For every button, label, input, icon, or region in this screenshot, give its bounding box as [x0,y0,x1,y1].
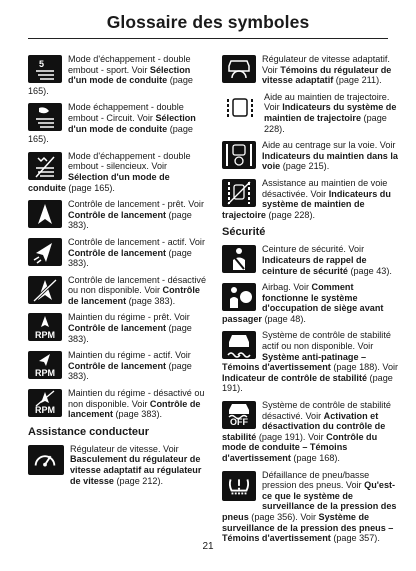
glossary-entry: 5 Mode d'échappement - double embout - sport. Voir Sélection d'un mode de conduite (page 165). [28,54,193,96]
exhaust-quiet-icon [28,152,62,180]
glossary-entry: Contrôle de lancement - prêt. Voir Contrôle de lancement (page 383). [28,199,206,231]
lane-centering-icon [222,141,256,169]
glossary-entry: Régulateur de vitesse adaptatif. Voir Témoins du régulateur de vitesse adaptatif (page 211). [222,54,402,86]
right-column [222,54,402,550]
airbag-icon [222,283,256,311]
launch-control-off-icon [28,276,62,304]
section-heading-driver-assist: Assistance conducteur [28,425,150,438]
glossary-entry: Ceinture de sécurité. Voir Indicateurs de rappel de ceinture de sécurité (page 43). [222,244,402,276]
launch-control-active-icon [28,238,62,266]
exhaust-track-icon [28,103,62,131]
page-number: 21 [202,541,214,552]
glossary-entry: Mode d'échappement - double embout - silencieux. Voir Sélection d'un mode de conduite (page 165). [28,150,191,193]
seatbelt-icon [222,245,256,273]
glossary-entry: RPM Maintien du régime - actif. Voir Contrôle de lancement (page 383). [28,350,206,382]
glossary-entry: Régulateur de vitesse. Voir Basculement du régulateur de vitesse adaptatif au régulateur de vitesse (page 212). [28,444,206,486]
lane-keeping-aid-icon [222,93,258,123]
stability-control-icon [222,331,256,359]
rpm-hold-active-icon: RPM [28,351,62,379]
glossary-entry: RPM Maintien du régime - désactivé ou non disponible. Voir Contrôle de lancement (page 383). [28,388,206,420]
cruise-control-icon [28,445,64,475]
glossary-entry: Airbag. Voir Comment fonctionne le système d'occupation de siège avant passager (page 48). [222,282,384,324]
svg-text:5: 5 [39,59,45,69]
left-column [28,54,206,492]
launch-control-ready-icon [28,200,62,228]
exhaust-sport-icon [28,55,62,83]
glossary-entry: Contrôle de lancement - actif. Voir Contrôle de lancement (page 383). [28,237,206,269]
title-rule [28,38,388,39]
glossary-entry: Assistance au maintien de voie désactivée. Voir Indicateurs du système de maintien de trajectoire (page 228). [222,177,391,220]
glossary-entry: Aide au centrage sur la voie. Voir Indicateurs du maintien dans la voie (page 215). [222,140,402,172]
glossary-entry: OFF Système de contrôle de stabilité désactivé. Voir Activation et désactivation du contrôle de stabilité (page 191). Voir Contrôle du mode de conduite – Témoins d'avertissement (page 168). [222,400,391,463]
glossary-entry: RPM Maintien du régime - prêt. Voir Contrôle de lancement (page 383). [28,312,206,344]
glossary-entry: Système de contrôle de stabilité actif ou non disponible. Voir Système anti-patinage – Témoins d'avertissement (page 188). Voir Indicateur de contrôle de stabilité (page 191). [222,330,399,394]
glossary-entry: Aide au maintien de trajectoire. Voir Indicateurs du système de maintien de trajectoire (page 228). [222,92,402,134]
glossary-entry: Défaillance de pneu/basse pression des pneus. Voir Qu'est-ce que le système de surveillance de la pression des pneus (page 356). Voir Système de surveillance de la pression des pneus – Témoins d'avertissement (page 357). [222,469,397,544]
glossary-entry: Contrôle de lancement - désactivé ou non disponible. Voir Contrôle de lancement (page 383). [28,275,206,307]
section-heading-safety: Sécurité [222,226,266,239]
rpm-hold-off-icon: RPM [28,389,62,417]
tire-pressure-icon [222,471,256,501]
rpm-hold-ready-icon: RPM [28,313,62,341]
stability-control-off-icon: OFF [222,401,256,429]
page-title: Glossaire des symboles [106,12,310,32]
adaptive-cruise-icon [222,55,256,83]
glossary-entry: Mode échappement - double embout - Circuit. Voir Sélection d'un mode de conduite (page 165). [28,102,196,145]
lane-keeping-off-icon [222,179,256,207]
